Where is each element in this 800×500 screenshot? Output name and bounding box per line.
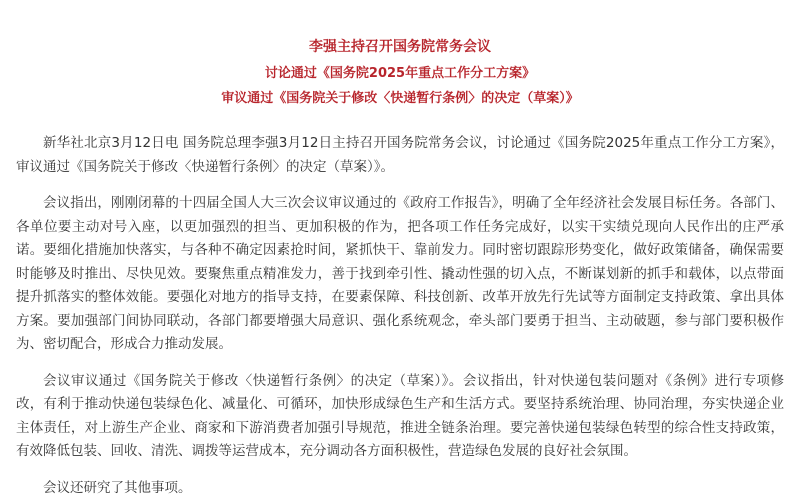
article-body xyxy=(16,132,784,500)
article-subtitle-1: 讨论通过《国务院2025年重点工作分工方案》 xyxy=(16,61,784,86)
article-paragraph-other-matters: 会议还研究了其他事项。 xyxy=(16,477,784,500)
article-paragraph-lead: 新华社北京3月12日电 国务院总理李强3月12日主持召开国务院常务会议，讨论通过《国务院2025年重点工作分工方案》，审议通过《国务院关于修改〈快递暂行条例〉的决定（草案）》。 xyxy=(16,132,784,179)
article-title: 李强主持召开国务院常务会议 xyxy=(16,34,784,61)
article-paragraph-work-plan: 会议指出，刚刚闭幕的十四届全国人大三次会议审议通过的《政府工作报告》，明确了全年经济社会发展目标任务。各部门、各单位要主动对号入座，以更加强烈的担当、更加积极的作为，把各项工作任务完成好，以实干实绩兑现向人民作出的庄严承诺。要细化措施加快落实，与各种不确定因素抢时间，紧抓快干、靠前发力。同时密切跟踪形势变化，做好政策储备，确保需要时能够及时推出、尽快见效。要聚焦重点精准发力，善于找到牵引性、撬动性强的切入点，不断谋划新的抓手和载体，以点带面提升抓落实的整体效能。要强化对地方的指导支持，在要素保障、科技创新、改革开放先行先试等方面制定支持政策、拿出具体方案。要加强部门间协同联动，各部门都要增强大局意识、强化系统观念，牵头部门要勇于担当、主动破题，参与部门要积极作为、密切配合，形成合力推动发展。 xyxy=(16,192,784,357)
article-paragraph-express-regulation: 会议审议通过《国务院关于修改〈快递暂行条例〉的决定（草案）》。会议指出，针对快递包装问题对《条例》进行专项修改，有利于推动快递包装绿色化、减量化、可循环，加快形成绿色生产和生活方式。要坚持系统治理、协同治理，夯实快递企业主体责任，对上游生产企业、商家和下游消费者加强引导规范，推进全链条治理。要完善快递包装绿色转型的综合性支持政策，有效降低包装、回收、清洗、调拨等运营成本，充分调动各方面积极性，营造绿色发展的良好社会氛围。 xyxy=(16,370,784,464)
article-subtitle-2: 审议通过《国务院关于修改〈快递暂行条例〉的决定（草案）》 xyxy=(16,86,784,111)
